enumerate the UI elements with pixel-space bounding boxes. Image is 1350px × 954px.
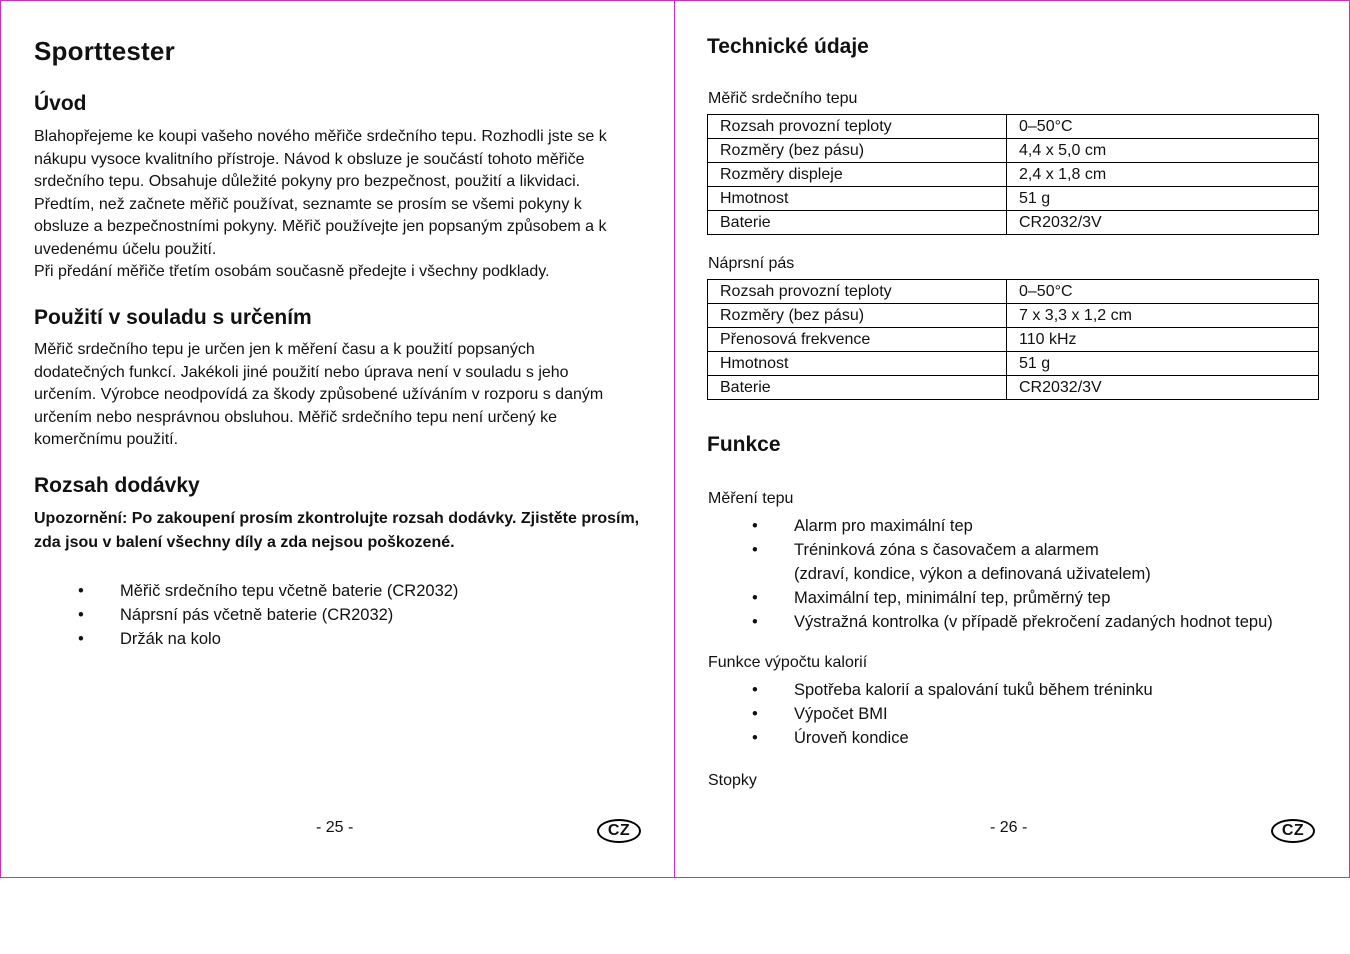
spec-key: Hmotnost [708, 187, 1007, 211]
spec-key: Rozměry (bez pásu) [708, 304, 1007, 328]
table-row [708, 211, 1319, 235]
list-item-text: Výstražná kontrolka (v případě překročení zadaných hodnot tepu) [794, 613, 1273, 631]
page-number: - 25 - [316, 819, 354, 836]
spec-value: 51 g [1007, 352, 1319, 376]
bullet-icon: • [78, 606, 84, 624]
meter-spec-table [707, 114, 1319, 235]
list-item-text: Měřič srdečního tepu včetně baterie (CR2032) [120, 582, 459, 600]
list-item [708, 538, 1328, 586]
spec-value: 0–50°C [1007, 280, 1319, 304]
spec-value: 4,4 x 5,0 cm [1007, 139, 1319, 163]
list-item-text: Tréninková zóna s časovačem a alarmem [794, 541, 1099, 559]
bullet-icon: • [78, 630, 84, 648]
table-row [708, 187, 1319, 211]
intro-line: obsluze a bezpečnostními pokyny. Měřič používejte jen popsaným způsobem a k [34, 218, 607, 235]
spec-key: Baterie [708, 376, 1007, 400]
spec-value: 110 kHz [1007, 328, 1319, 352]
strap-label: Náprsní pás [708, 255, 795, 272]
spec-value: CR2032/3V [1007, 376, 1319, 400]
bullet-icon: • [752, 541, 758, 559]
table-row [708, 115, 1319, 139]
meter-label: Měřič srdečního tepu [708, 90, 858, 107]
list-item-text: Úroveň kondice [794, 729, 909, 747]
bullet-icon: • [752, 705, 758, 723]
spec-value: 0–50°C [1007, 115, 1319, 139]
intro-heading: Úvod [34, 92, 87, 115]
spec-key: Rozměry displeje [708, 163, 1007, 187]
intro-line: Při předání měřiče třetím osobám současně předejte i všechny podklady. [34, 263, 550, 280]
calories-label: Funkce výpočtu kalorií [708, 654, 868, 671]
warning-line: zda jsou v balení všechny díly a zda nejsou poškozené. [34, 534, 455, 551]
list-item-text: Maximální tep, minimální tep, průměrný tep [794, 589, 1111, 607]
list-item [708, 702, 1328, 726]
list-item-continuation: (zdraví, kondice, výkon a definovaná uživatelem) [794, 565, 1151, 583]
country-badge: CZ [1271, 819, 1315, 843]
page-title: Sporttester [34, 36, 175, 66]
spec-key: Přenosová frekvence [708, 328, 1007, 352]
spec-value: 51 g [1007, 187, 1319, 211]
usage-line: určením nebo nesprávnou obsluhou. Měřič srdečního tepu není určený ke [34, 408, 557, 426]
pulse-label: Měření tepu [708, 490, 794, 507]
country-badge: CZ [597, 819, 641, 843]
spec-key: Hmotnost [708, 352, 1007, 376]
functions-heading: Funkce [707, 433, 781, 456]
spec-key: Rozměry (bez pásu) [708, 139, 1007, 163]
usage-text [34, 339, 654, 452]
list-item-text: Spotřeba kalorií a spalování tuků během tréninku [794, 681, 1153, 699]
delivery-warning [34, 507, 659, 555]
bullet-icon: • [78, 582, 84, 600]
list-item [34, 603, 654, 627]
list-item [708, 678, 1328, 702]
table-row [708, 352, 1319, 376]
page-left [0, 0, 674, 878]
list-item [708, 610, 1328, 634]
table-row [708, 328, 1319, 352]
spec-key: Rozsah provozní teploty [708, 115, 1007, 139]
intro-line: srdečního tepu. Obsahuje důležité pokyny pro bezpečnost, použití a likvidaci. [34, 173, 581, 190]
table-row [708, 280, 1319, 304]
spec-value: 7 x 3,3 x 1,2 cm [1007, 304, 1319, 328]
warning-line: Upozornění: Po zakoupení prosím zkontrolujte rozsah dodávky. Zjistěte prosím, [34, 510, 640, 527]
delivery-heading: Rozsah dodávky [34, 474, 200, 497]
list-item-text: Držák na kolo [120, 630, 221, 648]
bullet-icon: • [752, 681, 758, 699]
spec-key: Baterie [708, 211, 1007, 235]
usage-heading: Použití v souladu s určením [34, 306, 312, 329]
delivery-list [34, 579, 654, 651]
table-row [708, 304, 1319, 328]
spec-value: 2,4 x 1,8 cm [1007, 163, 1319, 187]
usage-line: dodatečných funkcí. Jakékoli jiné použití nebo úprava není v souladu s jeho [34, 363, 569, 381]
intro-text [34, 126, 654, 284]
intro-line: Blahopřejeme ke koupi vašeho nového měřiče srdečního tepu. Rozhodli jste se k [34, 128, 607, 145]
list-item-text: Výpočet BMI [794, 705, 888, 723]
bullet-icon: • [752, 589, 758, 607]
specs-heading: Technické údaje [707, 35, 869, 58]
bullet-icon: • [752, 613, 758, 631]
intro-line: Předtím, než začnete měřič používat, seznamte se prosím se všemi pokyny k [34, 195, 582, 213]
spec-value: CR2032/3V [1007, 211, 1319, 235]
list-item [708, 514, 1328, 538]
table-row [708, 376, 1319, 400]
spec-key: Rozsah provozní teploty [708, 280, 1007, 304]
intro-line: uvedenému účelu použití. [34, 240, 217, 258]
usage-line: komerčnímu použití. [34, 431, 179, 448]
list-item [34, 627, 654, 651]
list-item [708, 726, 1328, 750]
usage-line: Měřič srdečního tepu je určen jen k měření času a k použití popsaných [34, 341, 535, 358]
table-row [708, 139, 1319, 163]
bullet-icon: • [752, 517, 758, 535]
page-number: - 26 - [990, 819, 1028, 836]
intro-line: nákupu vysoce kvalitního přístroje. Návod k obsluze je součástí tohoto měřiče [34, 150, 585, 168]
list-item-text: Alarm pro maximální tep [794, 517, 973, 535]
list-item [708, 586, 1328, 610]
table-row [708, 163, 1319, 187]
strap-spec-table [707, 279, 1319, 400]
pulse-list [708, 514, 1328, 634]
usage-line: určením. Výrobce neodpovídá za škody způsobené užíváním v rozporu s daným [34, 386, 604, 403]
page-right [675, 0, 1350, 878]
stopwatch-label: Stopky [708, 772, 757, 789]
bullet-icon: • [752, 729, 758, 747]
list-item [34, 579, 654, 603]
list-item-text: Náprsní pás včetně baterie (CR2032) [120, 606, 394, 624]
calories-list [708, 678, 1328, 750]
